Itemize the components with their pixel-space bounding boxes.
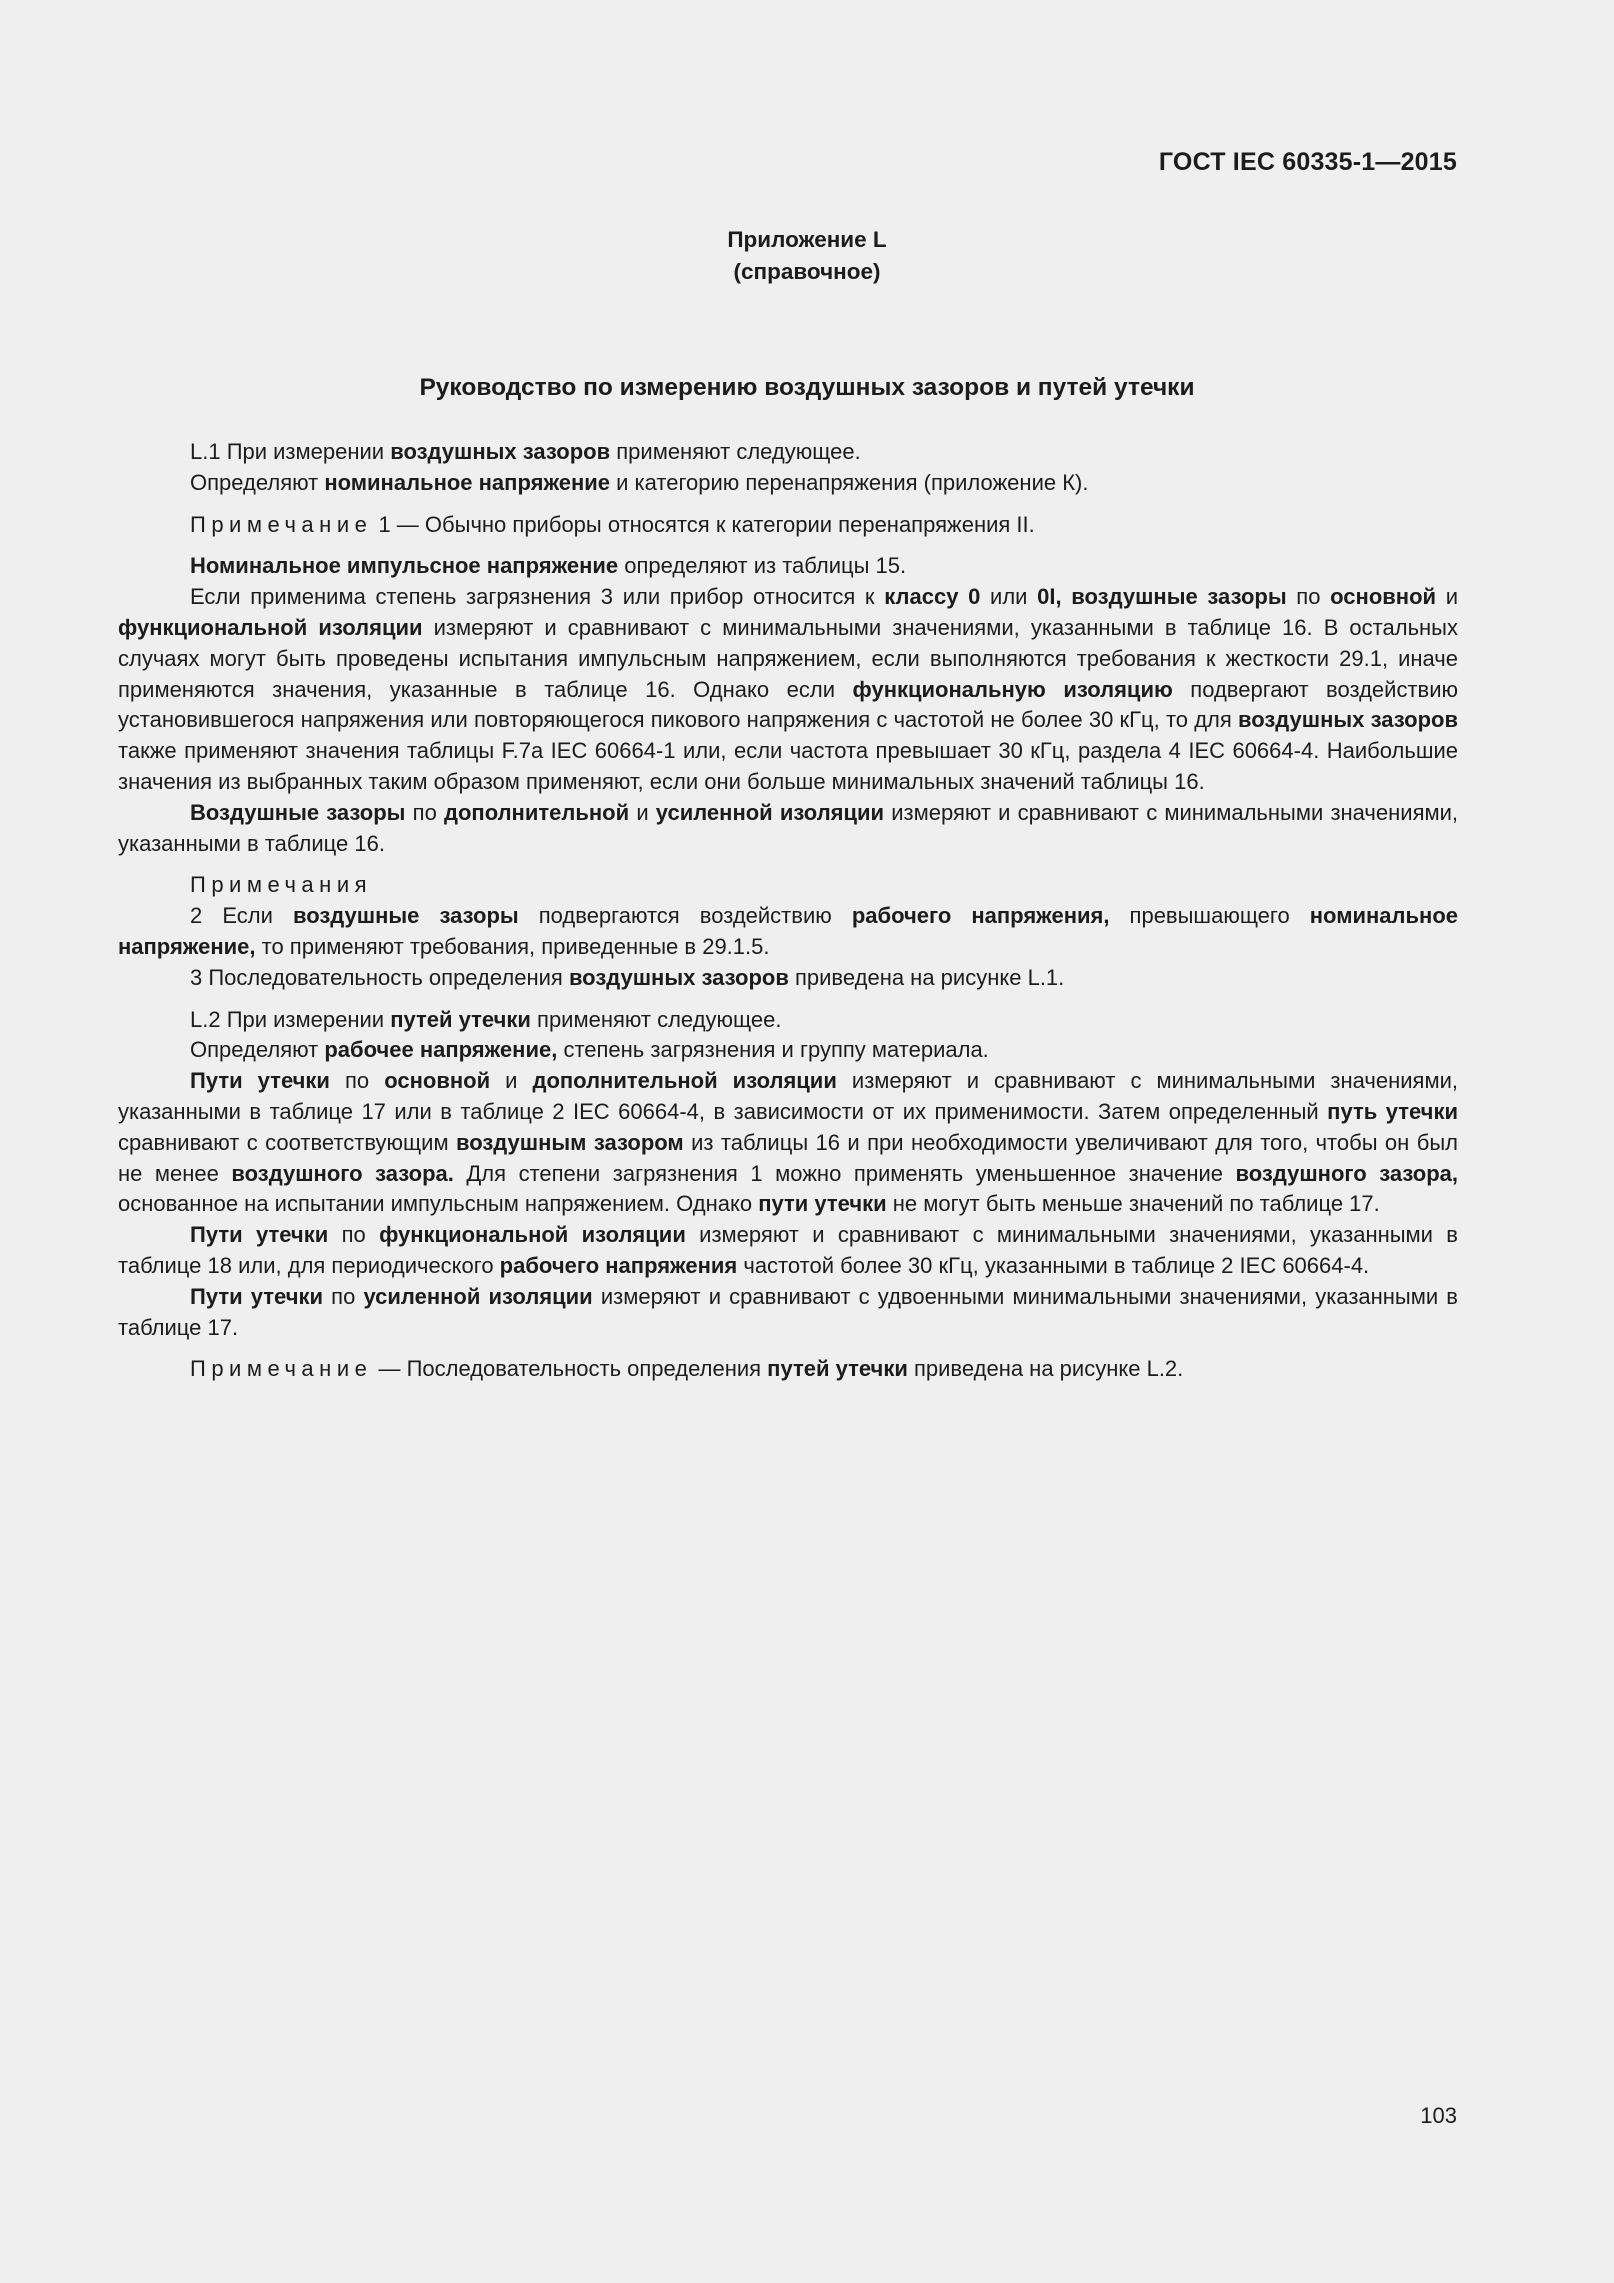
paragraph: [118, 1354, 1458, 1385]
text-run: измеряют и сравнивают с минимальными значениями, указанными в таблице 16. В остальных случаях могут быть проведены испытания импульсным напряжением, если выполняются требования к жесткости 29.1, иначе применяются значения, указанные в таблице 16. Однако если: [118, 614, 1458, 702]
text-run: и: [629, 799, 656, 825]
paragraph: [118, 870, 1458, 901]
bold-term: воздушных зазоров: [1237, 707, 1458, 733]
bold-term: функциональной изоляции: [118, 614, 423, 640]
text-run: [1062, 584, 1072, 609]
text-run: L.2 При измерении: [190, 1006, 391, 1032]
text-run: по: [328, 1222, 380, 1248]
bold-term: воздушных зазоров: [568, 964, 789, 990]
bold-term: номинальное напряжение,: [118, 903, 1458, 959]
text-run: степень загрязнения и группу материала.: [557, 1037, 989, 1063]
paragraph: [118, 468, 1458, 499]
text-run: L.1 При измерении: [190, 439, 391, 464]
bold-term: воздушного зазора,: [1235, 1160, 1458, 1186]
bold-term: Пути утечки: [190, 1222, 329, 1248]
bold-term: воздушных зазоров: [390, 439, 611, 464]
text-run: 1 — Обычно приборы относятся к категории перенапряжения II.: [372, 511, 1035, 537]
text-run: приведена на рисунке L.1.: [788, 964, 1065, 990]
paragraph: [118, 1035, 1458, 1066]
text-run: по: [329, 1068, 385, 1094]
paragraph: [118, 963, 1458, 994]
note-label: Примечание: [190, 511, 373, 537]
bold-term: рабочее напряжение,: [324, 1037, 558, 1063]
bold-term: Номинальное импульсное напряжение: [190, 553, 619, 579]
bold-term: номинальное напряжение: [324, 469, 611, 495]
bold-term: воздушные зазоры: [292, 903, 519, 929]
bold-term: основной: [384, 1068, 491, 1094]
bold-term: основной: [1330, 584, 1437, 610]
text-run: 3 Последовательность определения: [190, 964, 569, 990]
text-run: и: [1436, 584, 1459, 610]
text-run: и категорию перенапряжения (приложение К).: [610, 469, 1089, 495]
paragraph: [118, 901, 1458, 963]
text-run: подвергают воздействию установившегося напряжения или повторяющегося пикового напряжения с частотой не более 30 кГц, то для: [118, 676, 1459, 733]
bold-term: Воздушные зазоры: [190, 799, 406, 825]
paragraph: [118, 1066, 1458, 1220]
annex-heading: [0, 224, 1614, 288]
bold-term: дополнительной: [444, 799, 630, 825]
bold-term: путей утечки: [390, 1006, 531, 1032]
bold-term: Пути утечки: [190, 1283, 324, 1309]
bold-term: функциональной изоляции: [379, 1222, 686, 1248]
note-label: Примечания: [190, 872, 373, 898]
text-run: частотой более 30 кГц, указанными в таблице 2 IEC 60664-4.: [737, 1252, 1370, 1278]
bold-term: путь утечки: [1327, 1098, 1458, 1124]
bold-term: 0I,: [1037, 584, 1062, 610]
text-run: Если применима степень загрязнения 3 или прибор относится к: [190, 584, 885, 610]
annex-type: (справочное): [733, 259, 881, 284]
text-run: и: [490, 1068, 533, 1094]
text-run: также применяют значения таблицы F.7a IEC 60664-1 или, если частота превышает 30 кГц, раздела 4 IEC 60664-4. Наибольшие значения из выбранных таким образом применяют, если они больше минимальных значений таблицы 16.: [118, 738, 1458, 794]
paragraph: [118, 510, 1458, 541]
text-run: основанное на испытании импульсным напряжением. Однако: [118, 1191, 759, 1217]
bold-term: функциональную изоляцию: [852, 676, 1173, 702]
text-run: сравнивают с соответствующим: [118, 1129, 456, 1155]
bold-term: воздушного зазора.: [231, 1160, 454, 1186]
text-run: 2 Если: [190, 903, 293, 929]
text-run: то применяют требования, приведенные в 29.1.5.: [255, 933, 770, 959]
paragraph: [118, 551, 1458, 582]
text-run: измеряют и сравнивают с минимальными значениями, указанными в таблице 17 или в таблице 2 IEC 60664-4, в зависимости от их применимости. Затем определенный: [118, 1068, 1458, 1124]
text-run: измеряют и сравнивают с удвоенными минимальными значениями, указанными в таблице 17.: [118, 1283, 1458, 1340]
bold-term: пути утечки: [758, 1191, 887, 1217]
bold-term: рабочего напряжения: [499, 1252, 738, 1278]
text-run: Определяют: [190, 1037, 325, 1063]
text-run: по: [405, 799, 444, 825]
text-run: по: [1286, 584, 1331, 610]
paragraph: [118, 798, 1458, 860]
bold-term: дополнительной изоляции: [532, 1068, 837, 1094]
bold-term: усиленной изоляции: [363, 1283, 593, 1309]
bold-term: классу 0: [884, 584, 981, 610]
text-run: применяют следующее.: [530, 1006, 782, 1032]
bold-term: Пути утечки: [190, 1068, 330, 1094]
text-run: приведена на рисунке L.2.: [907, 1356, 1184, 1382]
text-run: применяют следующее.: [610, 439, 861, 464]
section-title: Руководство по измерению воздушных зазоров и путей утечки: [419, 374, 1195, 401]
text-run: подвергаются воздействию: [518, 903, 852, 929]
text-run: превышающего: [1109, 903, 1310, 929]
text-run: измеряют и сравнивают с минимальными значениями, указанными в таблице 16.: [118, 799, 1459, 856]
body-text: [118, 437, 1458, 1385]
text-run: — Последовательность определения: [372, 1356, 768, 1382]
bold-term: путей утечки: [767, 1356, 908, 1382]
bold-term: усиленной изоляции: [655, 799, 885, 825]
page-number: 103: [1420, 2103, 1457, 2128]
paragraph: [118, 437, 1458, 468]
paragraph: [118, 1005, 1458, 1036]
paragraph: [118, 1282, 1458, 1344]
text-run: не могут быть меньше значений по таблице 17.: [886, 1191, 1380, 1217]
text-run: по: [323, 1283, 364, 1309]
bold-term: воздушные зазоры: [1071, 584, 1287, 610]
paragraph: [118, 1220, 1458, 1282]
bold-term: воздушным зазором: [455, 1129, 684, 1155]
bold-term: рабочего напряжения,: [851, 903, 1110, 929]
text-run: определяют из таблицы 15.: [618, 553, 907, 579]
text-run: Для степени загрязнения 1 можно применять уменьшенное значение: [453, 1160, 1236, 1186]
text-run: Определяют: [190, 469, 325, 495]
annex-label: Приложение L: [727, 227, 887, 252]
text-run: измеряют и сравнивают с минимальными значениями, указанными в таблице 18 или, для периодического: [118, 1222, 1458, 1278]
document-code: ГОСТ IEC 60335-1—2015: [1158, 148, 1457, 176]
note-label: Примечание: [190, 1356, 373, 1382]
text-run: из таблицы 16 и при необходимости увеличивают для того, чтобы он был не менее: [118, 1129, 1458, 1186]
paragraph: [118, 582, 1458, 798]
text-run: или: [980, 584, 1038, 610]
